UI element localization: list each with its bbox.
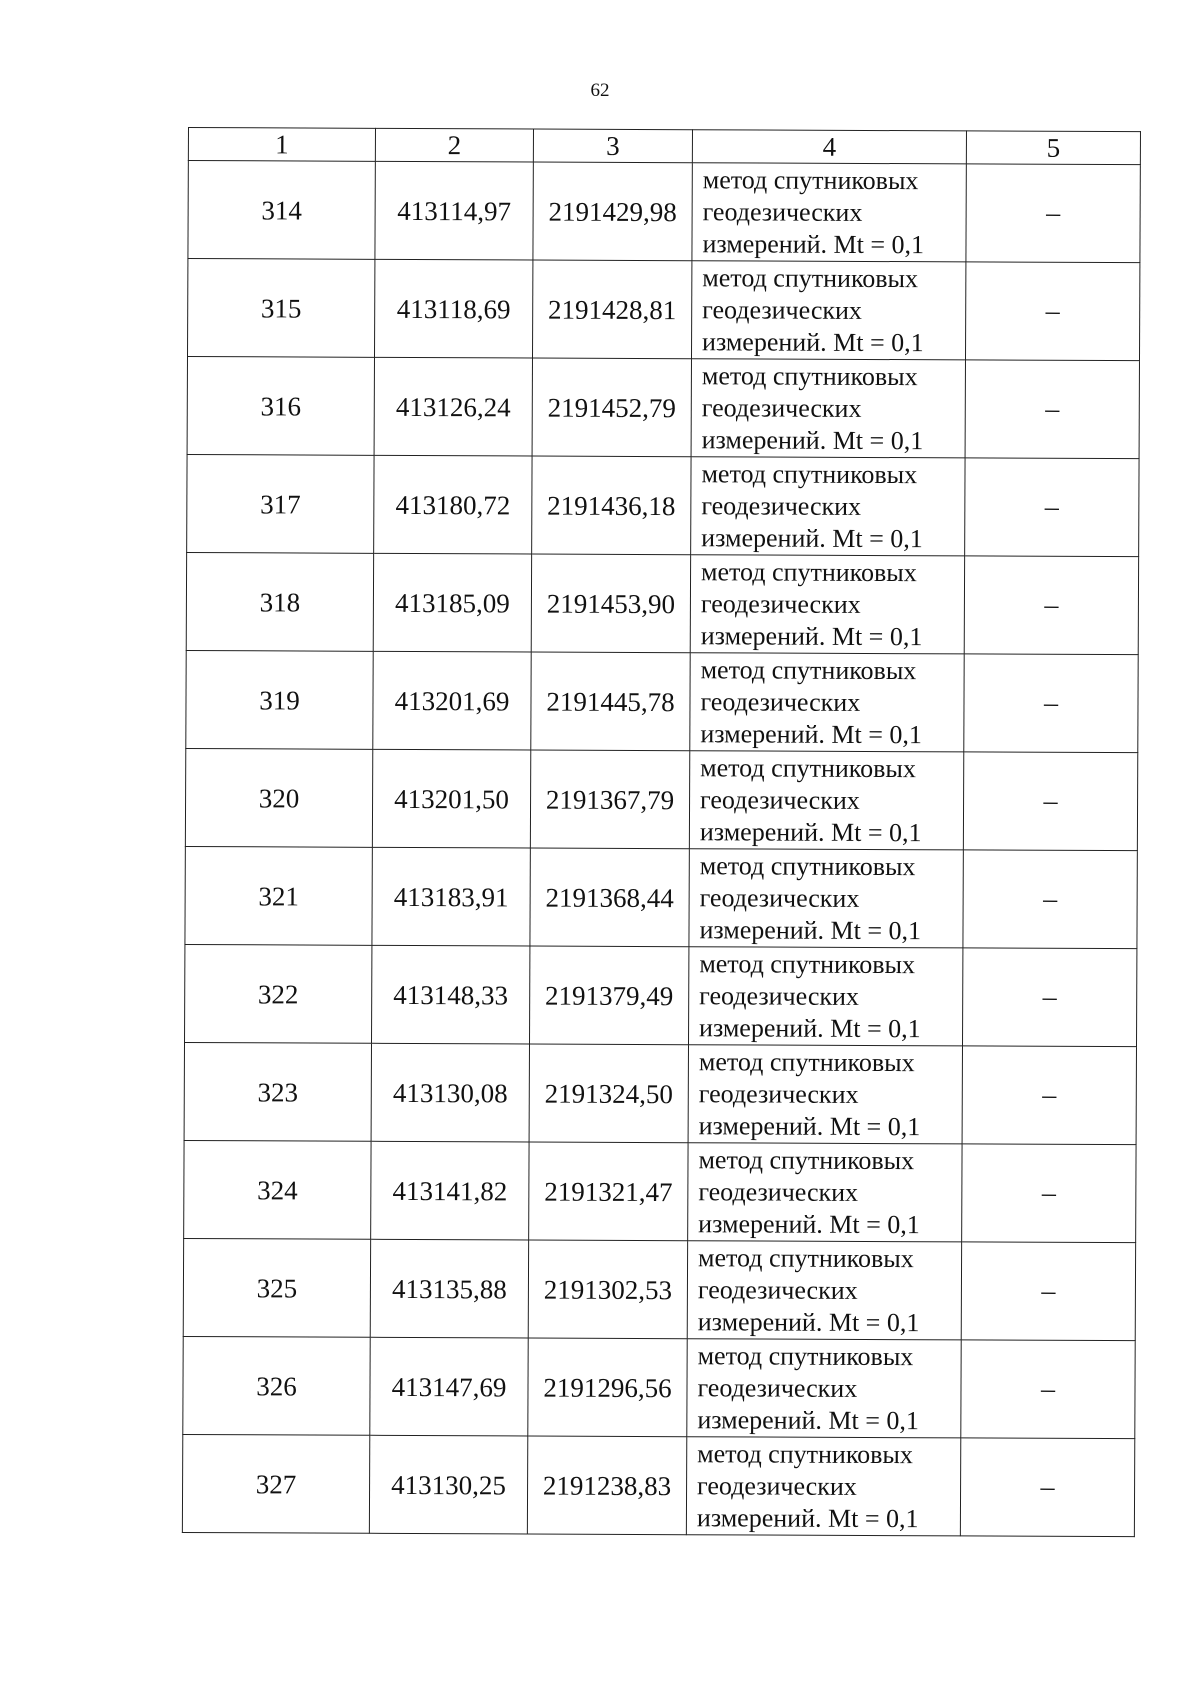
point-number-cell: 324 — [184, 1140, 371, 1239]
note-cell: – — [964, 654, 1138, 753]
method-line-1: метод спутниковых — [701, 556, 917, 587]
y-coordinate-cell: 2191368,44 — [530, 848, 689, 947]
point-number-cell: 315 — [187, 259, 374, 358]
note-cell: – — [965, 360, 1139, 459]
note-cell: – — [965, 262, 1139, 361]
method-line-3: измерений. Mt = 0,1 — [699, 914, 922, 945]
method-line-1: метод спутниковых — [702, 262, 919, 293]
method-line-2: геодезических — [701, 490, 862, 521]
point-number-cell: 319 — [186, 650, 373, 749]
x-coordinate-cell: 413141,82 — [371, 1141, 529, 1240]
method-line-2: геодезических — [700, 686, 861, 717]
header-cell-3: 3 — [533, 129, 692, 163]
note-cell: – — [966, 164, 1140, 263]
table-row — [187, 357, 1139, 459]
method-line-1: метод спутниковых — [697, 1438, 913, 1469]
method-cell — [689, 947, 963, 1046]
method-line-1: метод спутниковых — [698, 1046, 915, 1077]
method-cell — [691, 457, 965, 556]
point-number-cell: 316 — [187, 357, 374, 456]
method-line-2: геодезических — [697, 1274, 858, 1305]
method-line-2: геодезических — [697, 1372, 858, 1403]
point-number-cell: 327 — [182, 1434, 369, 1533]
method-line-1: метод спутниковых — [701, 360, 918, 391]
coordinates-table-body — [182, 128, 1140, 1537]
table-row — [182, 1434, 1134, 1536]
method-line-1: метод спутниковых — [698, 1242, 914, 1273]
y-coordinate-cell: 2191452,79 — [532, 358, 691, 457]
method-cell — [687, 1241, 961, 1340]
x-coordinate-cell: 413130,08 — [371, 1043, 529, 1142]
header-cell-1: 1 — [188, 128, 375, 162]
table-row — [183, 1238, 1135, 1340]
table-row — [187, 454, 1139, 556]
table-row — [188, 161, 1140, 263]
point-number-cell: 321 — [185, 846, 372, 945]
method-cell — [687, 1339, 961, 1438]
point-number-cell: 323 — [184, 1042, 371, 1141]
method-line-3: измерений. Mt = 0,1 — [697, 1306, 920, 1337]
x-coordinate-cell: 413148,33 — [372, 945, 530, 1044]
method-line-3: измерений. Mt = 0,1 — [698, 1110, 921, 1141]
method-line-2: геодезических — [699, 980, 860, 1011]
method-line-1: метод спутниковых — [699, 850, 916, 881]
x-coordinate-cell: 413118,69 — [374, 259, 532, 358]
method-line-2: геодезических — [702, 196, 863, 227]
x-coordinate-cell: 413135,88 — [370, 1239, 528, 1338]
method-line-3: измерений. Mt = 0,1 — [702, 326, 924, 357]
method-line-1: метод спутниковых — [698, 1144, 915, 1175]
table-header-row — [188, 128, 1140, 165]
x-coordinate-cell: 413130,25 — [369, 1435, 527, 1534]
point-number-cell: 325 — [183, 1238, 370, 1337]
header-cell-4: 4 — [692, 130, 966, 164]
point-number-cell: 322 — [185, 944, 372, 1043]
method-line-2: геодезических — [698, 1078, 859, 1109]
method-cell — [691, 359, 965, 458]
method-line-1: метод спутниковых — [700, 752, 916, 783]
x-coordinate-cell: 413183,91 — [372, 847, 530, 946]
y-coordinate-cell: 2191367,79 — [530, 750, 689, 849]
y-coordinate-cell: 2191429,98 — [533, 162, 692, 261]
y-coordinate-cell: 2191324,50 — [529, 1044, 688, 1143]
method-line-2: геодезических — [697, 1470, 857, 1501]
x-coordinate-cell: 413126,24 — [374, 357, 532, 456]
table-row — [185, 846, 1137, 948]
method-cell — [688, 1045, 962, 1144]
note-cell: – — [963, 752, 1137, 851]
table-row — [184, 1140, 1136, 1242]
method-line-3: измерений. Mt = 0,1 — [701, 522, 923, 553]
x-coordinate-cell: 413147,69 — [370, 1337, 528, 1436]
method-line-3: измерений. Mt = 0,1 — [699, 816, 922, 847]
note-cell: – — [964, 556, 1138, 655]
method-line-2: геодезических — [700, 588, 861, 619]
point-number-cell: 318 — [186, 552, 373, 651]
method-cell — [690, 653, 964, 752]
method-cell — [690, 555, 964, 654]
y-coordinate-cell: 2191445,78 — [531, 652, 690, 751]
x-coordinate-cell: 413180,72 — [374, 455, 532, 554]
method-line-2: геодезических — [702, 294, 863, 325]
point-number-cell: 314 — [188, 161, 375, 260]
page-number: 62 — [590, 80, 610, 101]
note-cell: – — [961, 1242, 1135, 1341]
method-line-3: измерений. Mt = 0,1 — [697, 1404, 920, 1435]
method-line-3: измерений. Mt = 0,1 — [699, 1012, 921, 1043]
y-coordinate-cell: 2191453,90 — [531, 554, 690, 653]
x-coordinate-cell: 413114,97 — [375, 161, 533, 260]
note-cell: – — [960, 1438, 1134, 1537]
table-row — [186, 650, 1138, 752]
point-number-cell: 317 — [187, 454, 374, 553]
y-coordinate-cell: 2191428,81 — [532, 260, 691, 359]
method-cell — [691, 261, 965, 360]
method-line-2: геодезических — [701, 392, 862, 423]
point-number-cell: 320 — [185, 748, 372, 847]
method-line-1: метод спутниковых — [699, 948, 916, 979]
method-line-1: метод спутниковых — [700, 654, 917, 685]
note-cell: – — [962, 1046, 1136, 1145]
method-cell — [689, 849, 963, 948]
method-line-3: измерений. Mt = 0,1 — [700, 718, 923, 749]
y-coordinate-cell: 2191238,83 — [527, 1436, 686, 1535]
table-row — [185, 748, 1137, 850]
method-line-2: геодезических — [699, 882, 860, 913]
method-line-3: измерений. Mt = 0,1 — [696, 1502, 919, 1533]
x-coordinate-cell: 413185,09 — [373, 553, 531, 652]
table-row — [184, 1042, 1136, 1144]
x-coordinate-cell: 413201,69 — [373, 651, 531, 750]
x-coordinate-cell: 413201,50 — [372, 749, 530, 848]
note-cell: – — [961, 1340, 1135, 1439]
method-cell — [692, 163, 966, 262]
y-coordinate-cell: 2191321,47 — [529, 1142, 688, 1241]
table-row — [186, 552, 1138, 654]
note-cell: – — [962, 948, 1136, 1047]
note-cell: – — [962, 1144, 1136, 1243]
table-row — [185, 944, 1137, 1046]
method-cell — [686, 1437, 960, 1536]
header-cell-5: 5 — [966, 131, 1140, 165]
method-line-3: измерений. Mt = 0,1 — [700, 620, 923, 651]
method-cell — [689, 751, 963, 850]
header-cell-2: 2 — [375, 128, 533, 162]
y-coordinate-cell: 2191302,53 — [528, 1240, 687, 1339]
table-row — [183, 1336, 1135, 1438]
point-number-cell: 326 — [183, 1336, 370, 1435]
method-line-2: геодезических — [698, 1176, 859, 1207]
method-line-1: метод спутниковых — [697, 1340, 914, 1371]
method-cell — [688, 1143, 962, 1242]
y-coordinate-cell: 2191296,56 — [528, 1338, 687, 1437]
table-row — [187, 259, 1139, 361]
y-coordinate-cell: 2191436,18 — [532, 456, 691, 555]
method-line-3: измерений. Mt = 0,1 — [698, 1208, 920, 1239]
note-cell: – — [963, 850, 1137, 949]
method-line-1: метод спутниковых — [702, 164, 919, 195]
method-line-3: измерений. Mt = 0,1 — [701, 424, 924, 455]
y-coordinate-cell: 2191379,49 — [530, 946, 689, 1045]
note-cell: – — [965, 458, 1139, 557]
method-line-3: измерений. Mt = 0,1 — [702, 228, 925, 259]
coordinates-table — [182, 127, 1141, 1537]
method-line-2: геодезических — [700, 784, 860, 815]
method-line-1: метод спутниковых — [701, 458, 918, 489]
